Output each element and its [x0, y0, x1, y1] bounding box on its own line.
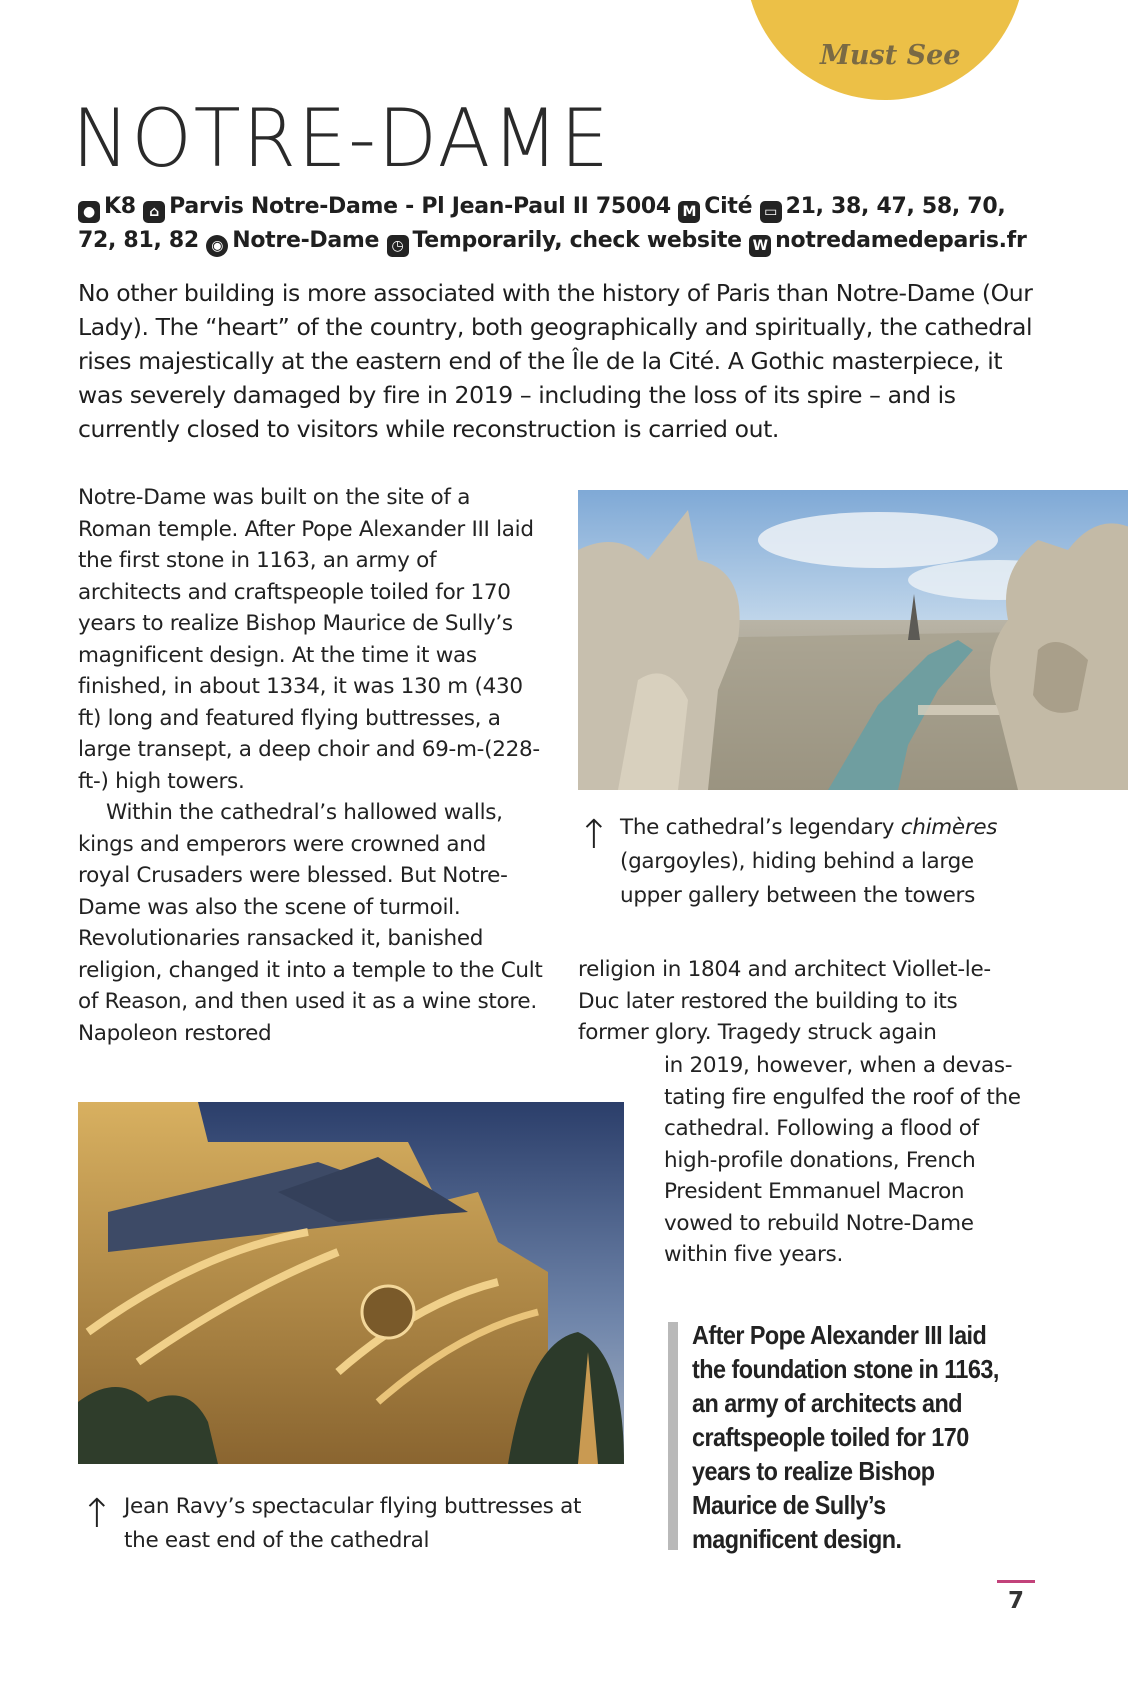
pullquote-bar: [668, 1322, 678, 1550]
page-number-rule: [997, 1580, 1035, 1583]
address: Parvis Notre-Dame - Pl Jean-Paul II 75004: [169, 194, 671, 219]
caption-buttresses: Jean Ravy’s spectacular flying buttresses at the east end of the cathedral: [124, 1494, 582, 1553]
metro-station: Cité: [704, 194, 753, 219]
metro-icon: M: [678, 201, 700, 223]
caption-gargoyles-text-end: (gargoyles), hiding behind a large upper gallery between the towers: [620, 849, 975, 908]
body-paragraph-2: Within the cathedral’s hallowed walls, kings and emperors were crowned and royal Crusaders were blessed. But Notre-Dame was also the scene of turmoil. Revolutionaries ransacked it, banished religion, changed it into a temple to the Cult of Reason, and then used it as a wine store. Napoleon restored: [78, 800, 543, 1046]
opening-hours: Temporarily, check website: [412, 228, 742, 253]
body-column-right-indented: [664, 1050, 1034, 1271]
page-number: 7: [1008, 1588, 1025, 1614]
arrow-up-icon: ↑: [80, 1491, 114, 1537]
body-paragraph-2-end: in 2019, however, when a devas-tating fire engulfed the roof of the cathedral. Following a flood of high-profile donations, French President Emmanuel Macron vowed to rebuild Notre-Dame within five years.: [664, 1053, 1021, 1267]
rer-station: Notre-Dame: [232, 228, 380, 253]
practical-info: [78, 190, 1028, 258]
bus-lines: 21, 38, 47, 58, 70, 72, 81, 82: [78, 194, 1006, 253]
website-link[interactable]: notredamedeparis.fr: [775, 228, 1027, 253]
caption-gargoyles-italic: chimères: [900, 815, 998, 840]
web-icon: W: [749, 235, 771, 257]
intro-paragraph: No other building is more associated with the history of Paris than Notre-Dame (Our Lady). The “heart” of the country, both geographically and spiritually, the cathedral rises majestically at the eastern end of the Île de la Cité. A Gothic masterpiece, it was severely damaged by fire in 2019 – including the loss of its spire – and is currently closed to visitors while reconstruction is carried out.: [78, 279, 1033, 443]
page-title: NOTRE-DAME: [72, 92, 611, 185]
caption-gargoyles-text: The cathedral’s legendary: [620, 815, 901, 840]
map-pin-icon: ●: [78, 201, 100, 223]
body-column-right: [578, 954, 1018, 1049]
caption-gargoyles: [620, 811, 1040, 913]
body-column-left: [78, 482, 543, 1049]
flying-buttresses-photo: [78, 1102, 624, 1464]
body-paragraph-1: Notre-Dame was built on the site of a Roman temple. After Pope Alexander III laid the first stone in 1163, an army of architects and craftspeople toiled for 170 years to realize Bishop Maurice de Sully’s magnificent design. At the time it was finished, in about 1334, it was 130 m (430 ft) long and featured flying buttresses, a large transept, a deep choir and 69-m-(228-ft-) high towers.: [78, 485, 540, 794]
bus-icon: ▭: [760, 201, 782, 223]
body-paragraph-2-continued: religion in 1804 and architect Viollet-le-Duc later restored the building to its former glory. Tragedy struck again: [578, 957, 991, 1045]
rer-icon: ◉: [206, 235, 228, 257]
pullquote: After Pope Alexander III laid the foundation stone in 1163, an army of architects and craftspeople toiled for 170 years to realize Bishop Maurice de Sully’s magnificent design.: [692, 1320, 999, 1554]
map-grid-ref: K8: [104, 194, 136, 219]
must-see-label: Must See: [820, 40, 961, 71]
arrow-up-icon: ↑: [577, 812, 611, 858]
gargoyles-photo: [578, 490, 1128, 790]
clock-icon: ◷: [387, 235, 409, 257]
home-icon: ⌂: [143, 201, 165, 223]
